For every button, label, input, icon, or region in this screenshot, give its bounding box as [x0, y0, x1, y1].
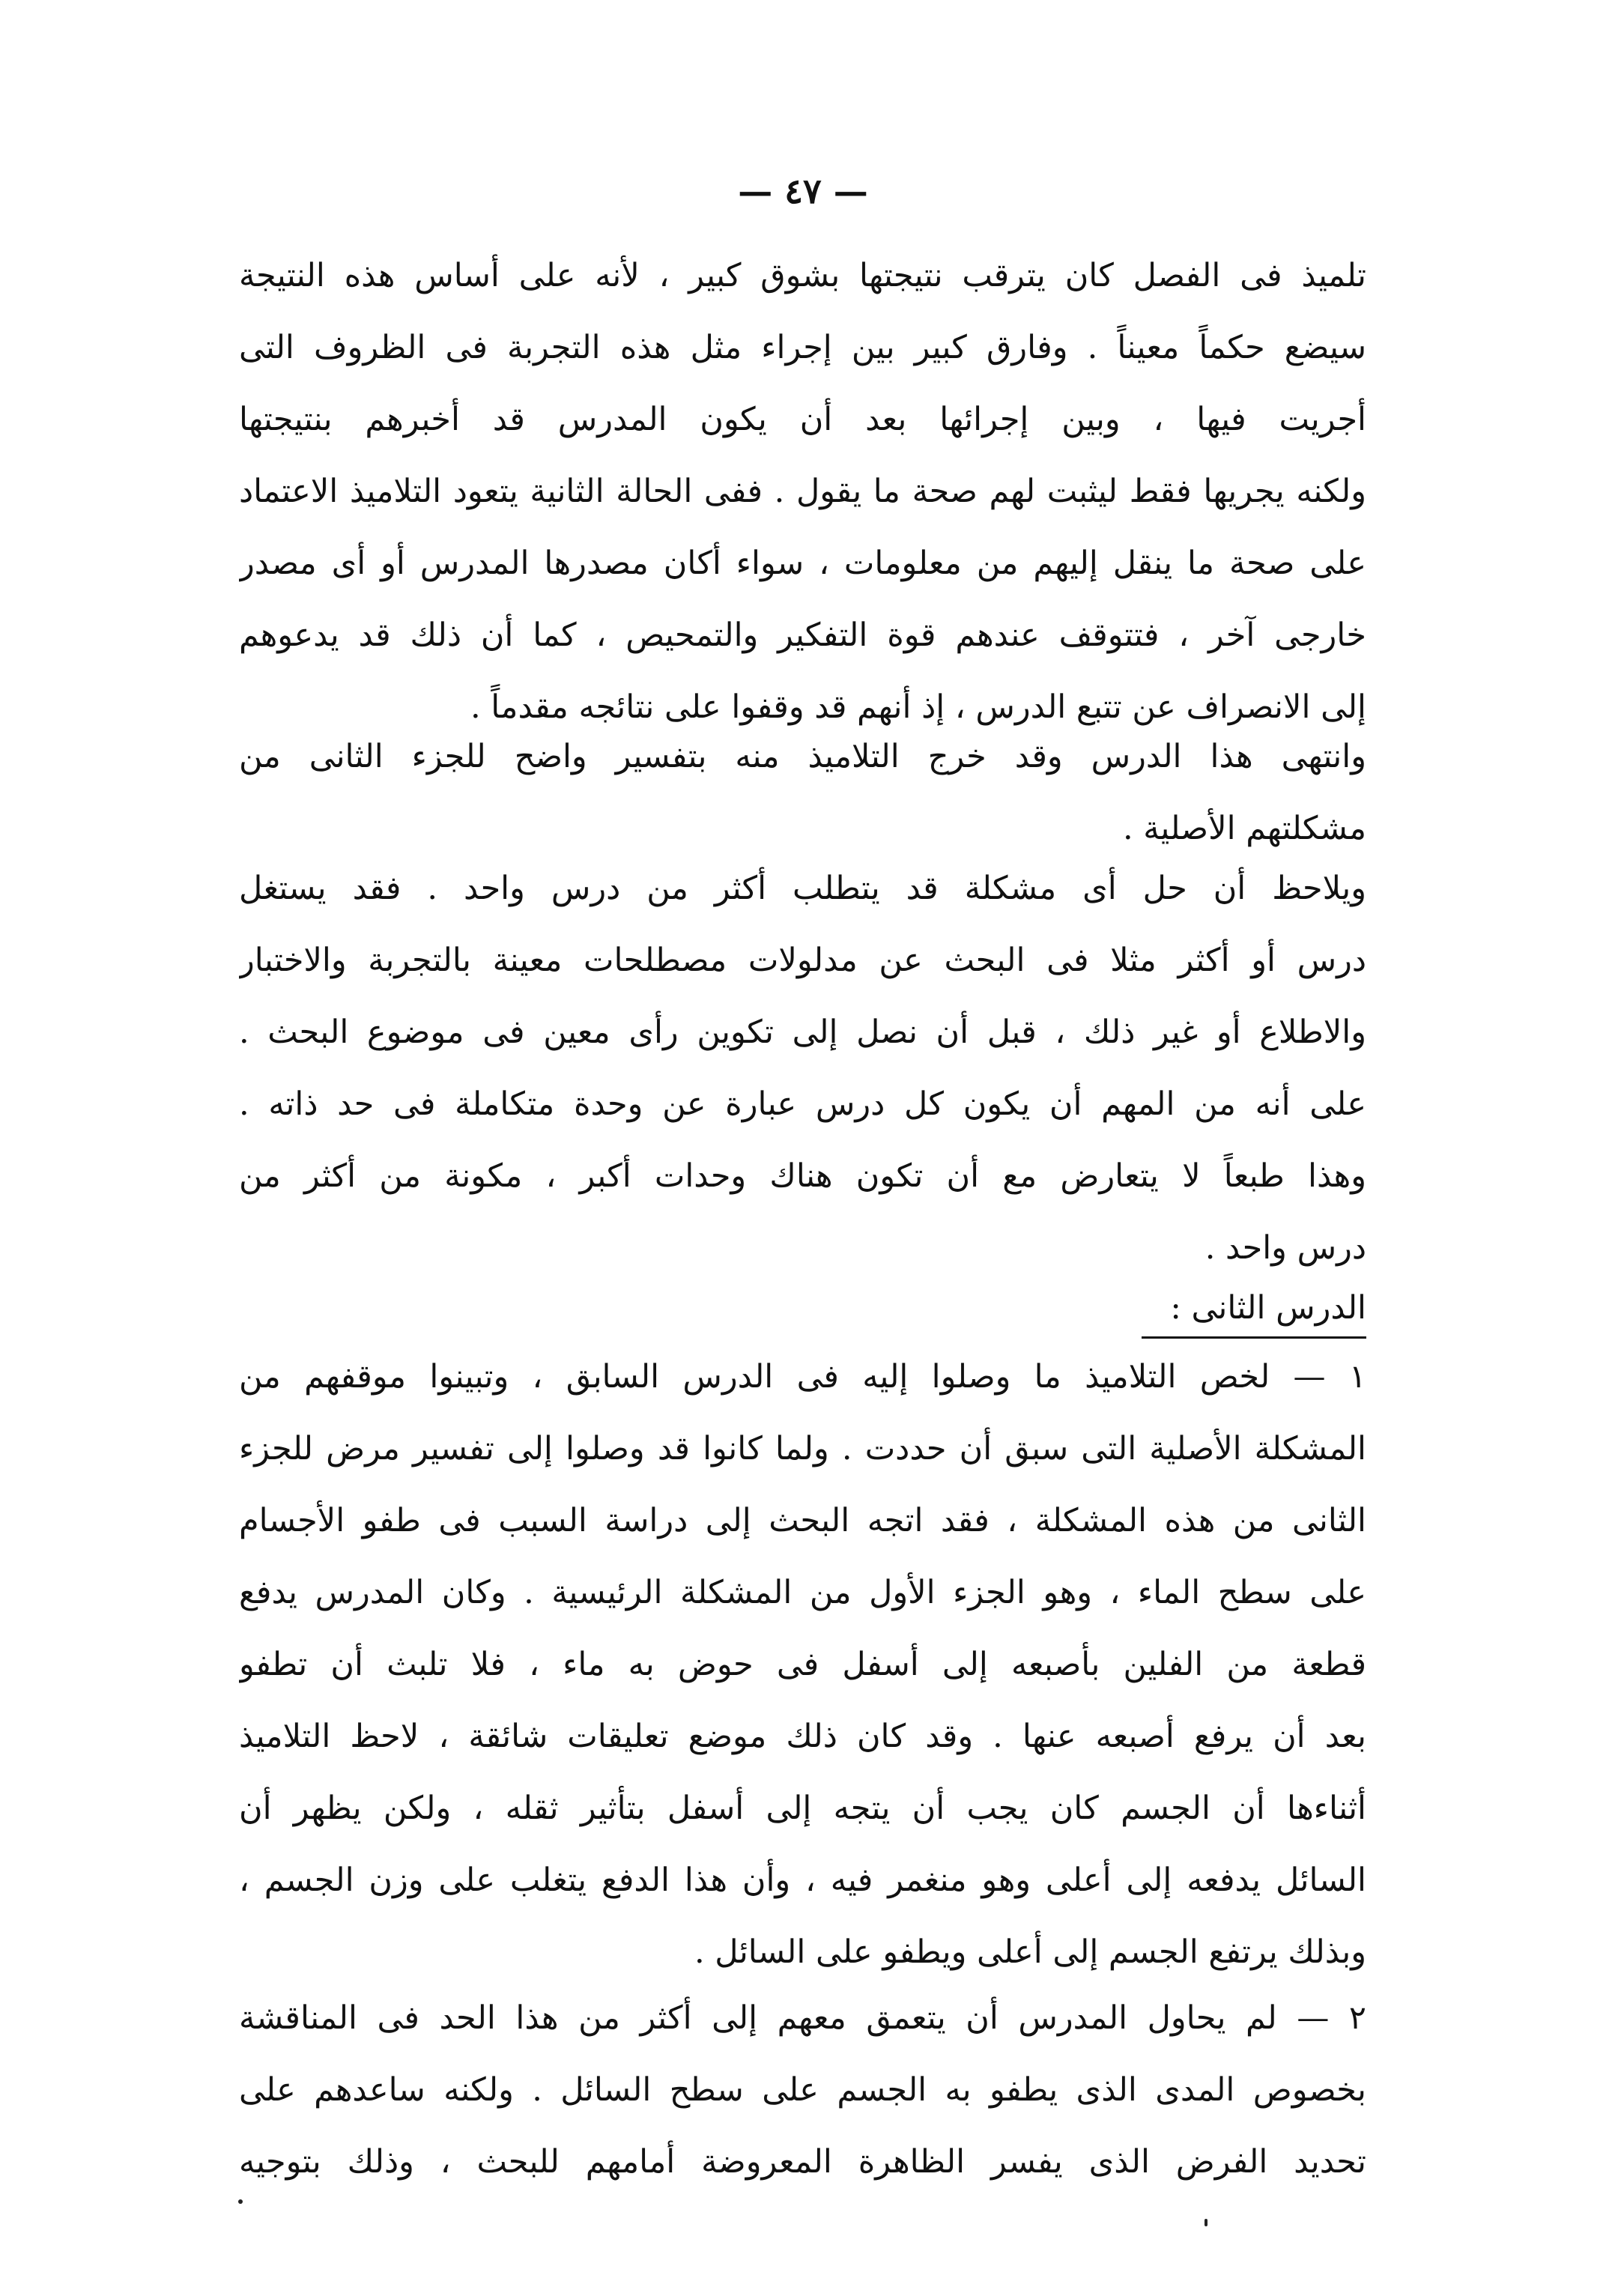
paragraph-line: المشكلة الأصلية التى سبق أن حددت . ولما كانوا قد وصلوا إلى تفسير مرض للجزء — [239, 1430, 1366, 1467]
list-item-2 — [239, 1982, 1366, 2198]
paragraph-line: ١ — لخص التلاميذ ما وصلوا إليه فى الدرس السابق ، وتبينوا موقفهم من — [239, 1358, 1366, 1396]
paragraph-line: ويلاحظ أن حل أى مشكلة قد يتطلب أكثر من درس واحد . فقد يستغل — [239, 870, 1366, 907]
paragraph-line: على أنه من المهم أن يكون كل درس عبارة عن وحدة متكاملة فى حد ذاته . — [239, 1085, 1366, 1123]
heading-underline — [1142, 1336, 1366, 1339]
paragraph-2 — [239, 721, 1366, 864]
paragraph-line: بخصوص المدى الذى يطفو به الجسم على سطح السائل . ولكنه ساعدهم على — [239, 2071, 1366, 2109]
paragraph-line: درس واحد . — [1204, 1229, 1366, 1267]
paragraph-line: على صحة ما ينقل إليهم من معلومات ، سواء أكان مصدرها المدرس أو أى مصدر — [239, 545, 1366, 582]
paragraph-line: خارجى آخر ، فتتوقف عندهم قوة التفكير والتمحيص ، كما أن ذلك قد يدعوهم — [239, 617, 1366, 654]
paragraph-line: وهذا طبعاً لا يتعارض مع أن تكون هناك وحدات أكبر ، مكونة من أكثر من — [239, 1157, 1366, 1195]
paragraph-line: قطعة من الفلين بأصبعه إلى أسفل فى حوض به ماء ، فلا تلبث أن تطفو — [239, 1646, 1366, 1683]
paragraph-line: والاطلاع أو غير ذلك ، قبل أن نصل إلى تكوين رأى معين فى موضوع البحث . — [239, 1014, 1366, 1051]
paragraph-3 — [239, 852, 1366, 1284]
paragraph-line: درس أو أكثر مثلا فى البحث عن مدلولات مصطلحات معينة بالتجربة والاختبار — [239, 942, 1366, 979]
paragraph-line: وبذلك يرتفع الجسم إلى أعلى ويطفو على السائل . — [694, 1933, 1366, 1971]
paragraph-line: الثانى من هذه المشكلة ، فقد اتجه البحث إلى دراسة السبب فى طفو الأجسام — [239, 1502, 1366, 1539]
paragraph-line: تلميذ فى الفصل كان يترقب نتيجتها بشوق كبير ، لأنه على أساس هذه النتيجة — [239, 257, 1366, 294]
paragraph-line: مشكلتهم الأصلية . — [1122, 810, 1366, 847]
paragraph-line: أثناءها أن الجسم كان يجب أن يتجه إلى أسفل بتأثير ثقله ، ولكن يظهر أن — [239, 1790, 1366, 1827]
page-number: — ٤٧ — — [738, 171, 868, 211]
list-item-1 — [239, 1341, 1366, 1988]
paragraph-line: أجريت فيها ، وبين إجرائها بعد أن يكون المدرس قد أخبرهم بنتيجتها — [239, 401, 1366, 438]
paragraph-line: بعد أن يرفع أصبعه عنها . وقد كان ذلك موضع تعليقات شائقة ، لاحظ التلاميذ — [239, 1718, 1366, 1755]
scan-speck — [238, 2199, 243, 2204]
paragraph-line: على سطح الماء ، وهو الجزء الأول من المشكلة الرئيسية . وكان المدرس يدفع — [239, 1574, 1366, 1611]
paragraph-line: وانتهى هذا الدرس وقد خرج التلاميذ منه بتفسير واضح للجزء الثانى من — [239, 738, 1366, 775]
paragraph-line: السائل يدفعه إلى أعلى وهو منغمر فيه ، وأن هذا الدفع يتغلب على وزن الجسم ، — [239, 1862, 1366, 1899]
section-heading: الدرس الثانى : — [1170, 1289, 1366, 1327]
paragraph-line: سيضع حكماً معيناً . وفارق كبير بين إجراء مثل هذه التجربة فى الظروف التى — [239, 329, 1366, 366]
paragraph-line: ولكنه يجريها فقط ليثبت لهم صحة ما يقول . ففى الحالة الثانية يتعود التلاميذ الاعتماد — [239, 473, 1366, 510]
paragraph-line: ٢ — لم يحاول المدرس أن يتعمق معهم إلى أكثر من هذا الحد فى المناقشة — [239, 1999, 1366, 2037]
paragraph-1 — [239, 240, 1366, 743]
paragraph-line: تحديد الفرض الذى يفسر الظاهرة المعروضة أمامهم للبحث ، وذلك بتوجيه — [239, 2143, 1366, 2181]
paragraph-line: إلى الانصراف عن تتبع الدرس ، إذ أنهم قد وقفوا على نتائجه مقدماً . — [470, 688, 1366, 726]
scan-speck — [1204, 2219, 1207, 2226]
